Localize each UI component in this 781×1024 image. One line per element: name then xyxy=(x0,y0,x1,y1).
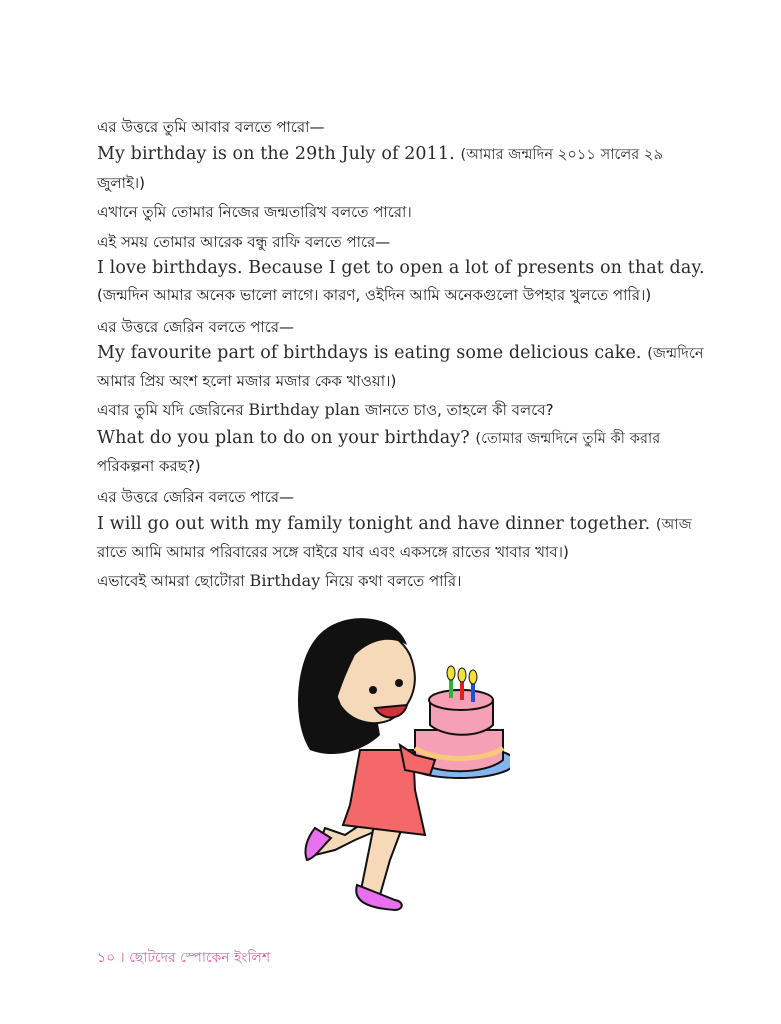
page-footer xyxy=(97,946,270,970)
text: এবার তুমি যদি জেরিনের xyxy=(97,401,244,419)
text: নিয়ে কথা বলতে পারি। xyxy=(325,572,462,590)
bengali-translation: জুলাই।) xyxy=(97,174,145,192)
bengali-translation: (জন্মদিন আমার অনেক ভালো লাগে। কারণ, ওইদিন আমি অনেকগুলো উপহার খুলতে পারি।) xyxy=(97,286,652,304)
bengali-translation: রাতে আমি আমার পরিবারের সঙ্গে বাইরে যাব এবং একসঙ্গে রাতের খাবার খাব।) xyxy=(97,543,569,561)
english-sentence xyxy=(97,144,663,168)
bengali-translation: আমার প্রিয় অংশ হলো মজার মজার কেক খাওয়া।) xyxy=(97,372,397,390)
bengali-translation: (জন্মদিনে xyxy=(647,346,704,362)
english-sentence xyxy=(97,514,692,538)
english-sentence xyxy=(97,428,660,452)
paragraph: এই সময় তোমার আরেক বন্ধু রাফি বলতে পারে— xyxy=(97,233,391,251)
english-text: Birthday plan xyxy=(248,400,361,419)
paragraph xyxy=(97,570,461,595)
girl-with-cake-illustration xyxy=(295,610,510,920)
paragraph: এর উত্তরে তুমি আবার বলতে পারো— xyxy=(97,118,325,136)
english-text: What do you plan to do on your birthday? xyxy=(97,428,470,448)
english-sentence: I love birthdays. Because I get to open a lot of presents on that day. xyxy=(97,258,705,278)
paragraph xyxy=(97,399,554,424)
paragraph: এর উত্তরে জেরিন বলতে পারে— xyxy=(97,488,295,506)
candle-icon xyxy=(471,684,475,702)
english-text: Birthday xyxy=(249,571,321,590)
english-text: I will go out with my family tonight and have dinner together. xyxy=(97,514,651,534)
book-title: ছোটদের স্পোকেন ইংলিশ xyxy=(129,950,271,966)
bengali-translation: (আজ xyxy=(655,517,692,533)
separator: । xyxy=(119,950,125,966)
text: এভাবেই আমরা ছোটোরা xyxy=(97,572,245,590)
english-text: My favourite part of birthdays is eating some delicious cake. xyxy=(97,343,642,363)
page-number: ১০ xyxy=(97,950,116,966)
english-text: My birthday is on the 29th July of 2011. xyxy=(97,144,455,164)
english-sentence xyxy=(97,343,704,367)
candle-icon xyxy=(449,680,453,698)
paragraph: এর উত্তরে জেরিন বলতে পারে— xyxy=(97,318,295,336)
paragraph: এখানে তুমি তোমার নিজের জন্মতারিখ বলতে পারো। xyxy=(97,203,412,221)
text: জানতে চাও, তাহলে কী বলবে? xyxy=(364,401,554,419)
bengali-translation: (আমার জন্মদিন ২০১১ সালের ২৯ xyxy=(460,147,664,163)
bengali-translation: পরিকল্পনা করছ?) xyxy=(97,457,201,475)
candle-icon xyxy=(460,682,464,700)
bengali-translation: (তোমার জন্মদিনে তুমি কী করার xyxy=(475,431,661,447)
